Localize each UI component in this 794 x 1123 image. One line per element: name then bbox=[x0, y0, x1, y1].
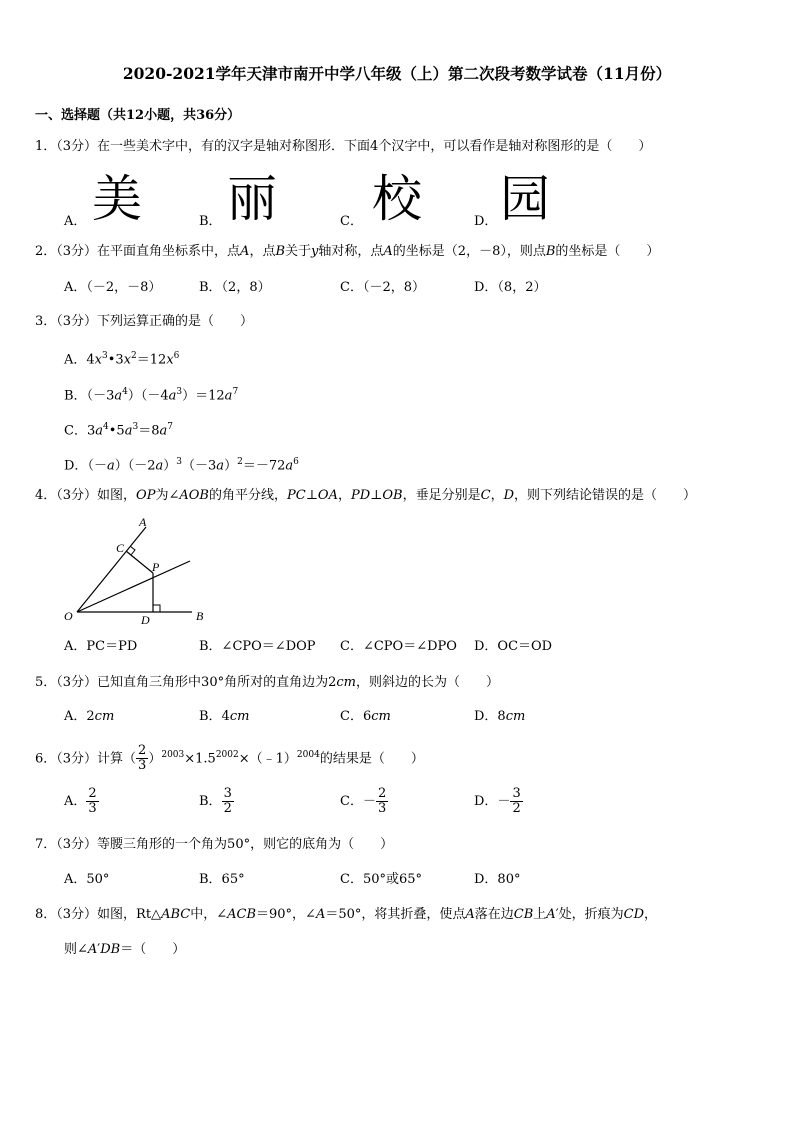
label-a: A bbox=[139, 515, 147, 529]
q2-option-d: D．（8，2） bbox=[474, 280, 547, 295]
q4-stem: 4．（3分）如图，OP为∠AOB的角平分线，PC⊥OA，PD⊥OB，垂足分别是C，D，则下列结论错误的是（ ） bbox=[35, 488, 697, 503]
label-c: C bbox=[116, 541, 125, 555]
q8-stem-line2: 则∠A′DB＝（ ） bbox=[64, 942, 186, 957]
q6-option-a: A． $\frac{2}{3}$ bbox=[64, 786, 97, 816]
q2-option-b: B．（2，8） bbox=[199, 280, 271, 295]
q1-option-a-label: A． bbox=[64, 214, 87, 229]
q1-option-b-label: B． bbox=[199, 214, 222, 229]
q1-option-d-label: D． bbox=[474, 214, 498, 229]
label-p: P bbox=[152, 560, 160, 574]
segment-pc bbox=[126, 551, 153, 573]
q6-fraction: $\frac{2}{3}$ bbox=[138, 743, 147, 774]
q5-stem: 5．（3分）已知直角三角形中30°角所对的直角边为2cm，则斜边的长为（ ） bbox=[35, 675, 499, 690]
q1-option-d-char: 园 bbox=[500, 170, 550, 228]
q4-option-b: B．∠CPO＝∠DOP bbox=[199, 639, 316, 654]
q5-option-b: B．4cm bbox=[199, 709, 250, 724]
q1-stem: 1．（3分）在一些美术字中，有的汉字是轴对称图形．下面4个汉字中，可以看作是轴对称图形的是（ ） bbox=[35, 139, 652, 154]
q7-option-b: B．65° bbox=[199, 872, 245, 887]
q1-option-c-label: C． bbox=[340, 214, 363, 229]
label-d: D bbox=[141, 613, 150, 627]
q6-option-b: B． $\frac{3}{2}$ bbox=[199, 786, 232, 816]
q3-stem: 3．（3分）下列运算正确的是（ ） bbox=[35, 314, 254, 329]
q2-option-c: C．（－2，8） bbox=[340, 280, 425, 295]
label-b: B bbox=[196, 609, 204, 623]
q2-stem: 2．（3分）在平面直角坐标系中，点A，点B关于y轴对称，点A的坐标是（2，－8），则点B的坐标是（ ） bbox=[35, 244, 660, 259]
q6-stem: 6．（3分）计算（ $\frac{2}{3}$ ）$^{2003}\times 1.5^{2002}\times(﹣1)^{2004}$的结果是（ ） bbox=[35, 743, 424, 774]
ray-oa bbox=[77, 527, 146, 612]
right-angle-mark-c bbox=[130, 546, 135, 555]
q4-option-a: A．PC＝PD bbox=[64, 639, 138, 654]
q7-option-d: D．80° bbox=[474, 872, 521, 887]
q5-option-a: A．2cm bbox=[64, 709, 115, 724]
q1-option-a-char: 美 bbox=[92, 170, 142, 228]
q7-option-c: C．50°或65° bbox=[340, 872, 423, 887]
page-title: 2020-2021学年天津市南开中学八年级（上）第二次段考数学试卷（11月份） bbox=[122, 64, 672, 83]
q1-option-c-char: 校 bbox=[372, 170, 422, 228]
q4-option-c: C．∠CPO＝∠DPO bbox=[340, 639, 457, 654]
q4-figure-angle-bisector bbox=[60, 510, 220, 630]
q3-option-a: A．$4x^3•3x^2=12x^6$ bbox=[64, 351, 180, 368]
q6-option-c: C．－ $\frac{2}{3}$ bbox=[340, 786, 387, 816]
q3-option-c: C．$3a^4•5a^3=8a^7$ bbox=[64, 422, 173, 439]
q6-option-d: D．－ $\frac{3}{2}$ bbox=[474, 786, 521, 816]
right-angle-mark-d bbox=[153, 605, 160, 612]
q5-option-c: C．6cm bbox=[340, 709, 391, 724]
q8-stem-line1: 8．（3分）如图，Rt△ABC中，∠ACB＝90°，∠A＝50°，将其折叠，使点A落在边CB上A′处，折痕为CD， bbox=[35, 907, 658, 922]
q7-option-a: A．50° bbox=[64, 872, 110, 887]
q1-option-b-char: 丽 bbox=[227, 170, 277, 228]
ray-op bbox=[77, 561, 190, 612]
label-o: O bbox=[64, 609, 73, 623]
q7-stem: 7．（3分）等腰三角形的一个角为50°，则它的底角为（ ） bbox=[35, 837, 394, 852]
q3-option-d: D．$(-a)(-2a)^3(-3a)^2=-72a^6$ bbox=[64, 457, 299, 474]
section-heading: 一、选择题（共12小题，共36分） bbox=[35, 108, 241, 123]
q5-option-d: D．8cm bbox=[474, 709, 526, 724]
q2-option-a: A．（－2，－8） bbox=[64, 280, 162, 295]
q4-option-d: D．OC＝OD bbox=[474, 639, 553, 654]
q3-option-b: B．$(-3a^4)(-4a^3)=12a^7$ bbox=[64, 387, 239, 404]
